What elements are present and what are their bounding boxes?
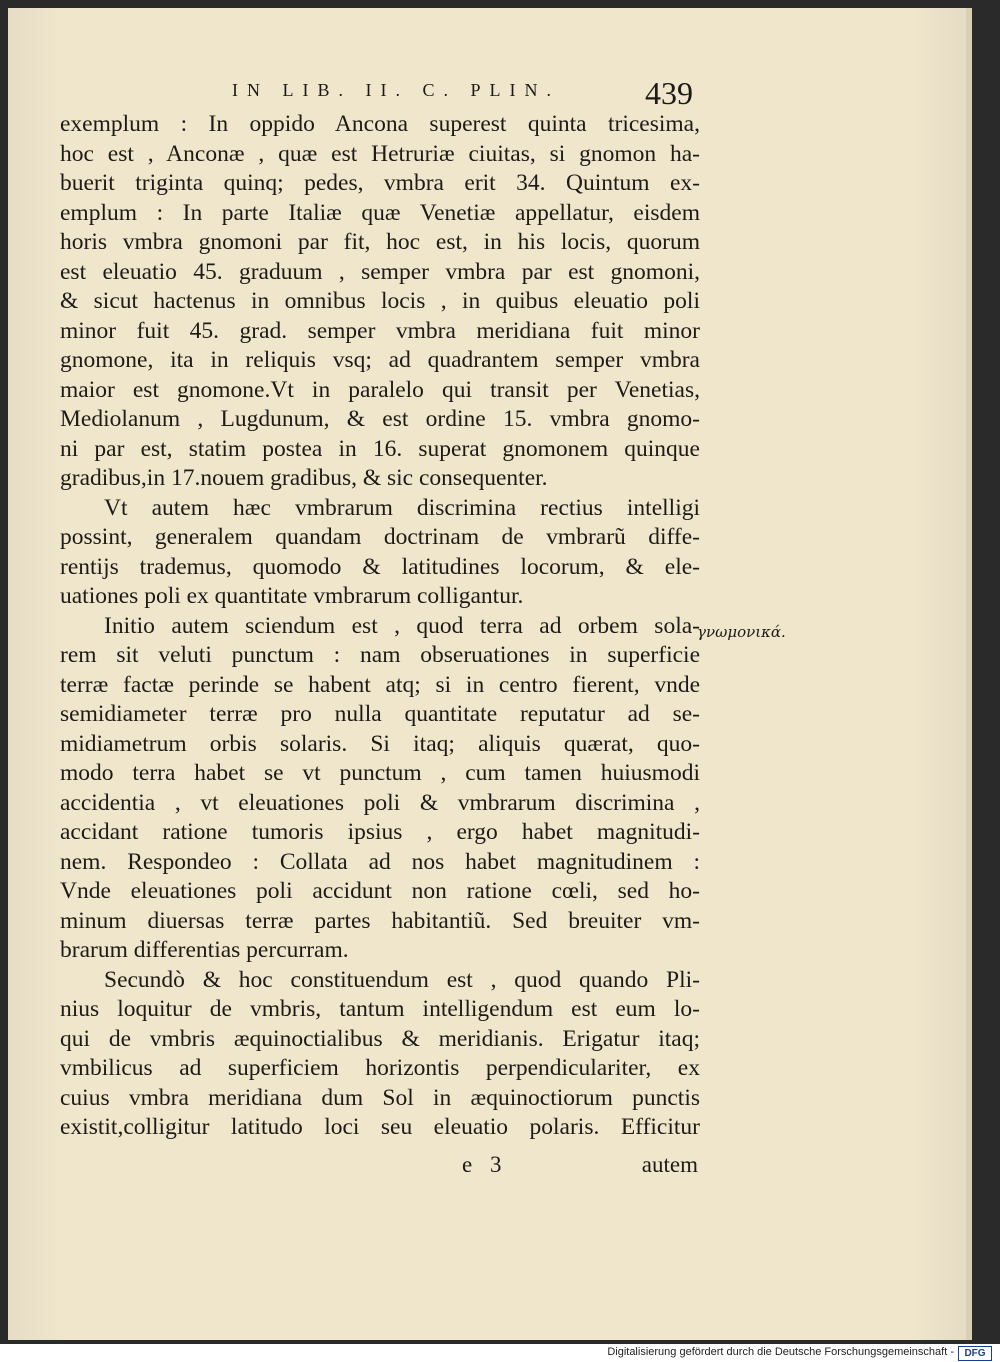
text-line: Secundò & hoc constituendum est , quod quando Pli- xyxy=(104,966,700,993)
text-line: brarum differentias percurram. xyxy=(60,937,349,963)
text-line: hoc est , Anconæ , quæ est Hetruriæ ciuitas, si gnomon ha- xyxy=(60,140,700,167)
text-line: rem sit veluti punctum : nam obseruationes in superficie xyxy=(60,642,700,668)
funding-notice: Digitalisierung gefördert durch die Deutsche Forschungsgemeinschaft - xyxy=(607,1346,954,1358)
page-edge xyxy=(966,8,972,1340)
text-line: horis vmbra gnomoni par fit, hoc est, in his locis, quorum xyxy=(60,229,700,255)
text-line: nem. Respondeo : Collata ad nos habet magnitudinem : xyxy=(60,848,700,875)
page-footer xyxy=(60,1152,700,1180)
text-line: rentijs trademus, quomodo & latitudines locorum, & ele- xyxy=(60,553,700,580)
dfg-logo-icon: DFG xyxy=(958,1346,992,1361)
text-line: Mediolanum , Lugdunum, & est ordine 15. vmbra gnomo- xyxy=(60,406,700,432)
text-line: Vnde eleuationes poli accidunt non ratione cœli, sed ho- xyxy=(60,878,700,904)
text-line: exemplum : In oppido Ancona superest quinta tricesima, xyxy=(60,111,700,137)
text-line: semidiameter terræ pro nulla quantitate reputatur ad se- xyxy=(60,701,700,727)
signature-mark: e 3 xyxy=(462,1152,508,1177)
text-line: gnomone, ita in reliquis vsq; ad quadrantem semper vmbra xyxy=(60,347,700,373)
page-number: 439 xyxy=(645,75,693,111)
text-line: emplum : In parte Italiæ quæ Venetiæ appellatur, eisdem xyxy=(60,199,700,226)
catchword: autem xyxy=(641,1152,698,1177)
text-line: ni par est, statim postea in 16. superat gnomonem quinque xyxy=(60,435,700,462)
text-line: vmbilicus ad superficiem horizontis perpendiculariter, ex xyxy=(60,1055,700,1081)
text-line: terræ factæ perinde se habent atq; si in centro fierent, vnde xyxy=(60,671,700,698)
text-line: minum diuersas terræ partes habitantiũ. Sed breuiter vm- xyxy=(60,907,700,934)
text-line: possint, generalem quandam doctrinam de vmbrarũ diffe- xyxy=(60,524,700,550)
margin-note: γνωμονικά. xyxy=(697,623,786,641)
body-text xyxy=(60,110,700,1143)
text-line: maior est gnomone.Vt in paralelo qui transit per Venetias, xyxy=(60,376,700,403)
text-line: uationes poli ex quantitate vmbrarum colligantur. xyxy=(60,583,524,609)
text-line: & sicut hactenus in omnibus locis , in quibus eleuatio poli xyxy=(60,288,700,314)
text-line: accidant ratione tumoris ipsius , ergo habet magnitudi- xyxy=(60,819,700,845)
dfg-banner xyxy=(0,1344,1000,1362)
text-line: modo terra habet se vt punctum , cum tamen huiusmodi xyxy=(60,760,700,786)
text-line: est eleuatio 45. graduum , semper vmbra par est gnomoni, xyxy=(60,258,700,285)
text-line: buerit triginta quinq; pedes, vmbra erit 34. Quintum ex- xyxy=(60,170,700,196)
text-line: gradibus,in 17.nouem gradibus, & sic consequenter. xyxy=(60,465,548,491)
text-line: cuius vmbra meridiana dum Sol in æquinoctiorum punctis xyxy=(60,1084,700,1111)
text-line: existit,colligitur latitudo loci seu eleuatio polaris. Efficitur xyxy=(60,1114,700,1140)
text-line: accidentia , vt eleuationes poli & vmbrarum discrimina , xyxy=(60,789,700,816)
running-head: IN LIB. II. C. PLIN. xyxy=(232,80,560,100)
text-line: Initio autem sciendum est , quod terra ad orbem sola- xyxy=(104,612,700,639)
text-line: midiametrum orbis solaris. Si itaq; aliquis quærat, quo- xyxy=(60,730,700,757)
text-line: minor fuit 45. grad. semper vmbra meridiana fuit minor xyxy=(60,317,700,344)
text-line: Vt autem hæc vmbrarum discrimina rectius intelligi xyxy=(104,494,700,521)
text-line: qui de vmbris æquinoctialibus & meridianis. Erigatur itaq; xyxy=(60,1025,700,1052)
text-line: nius loquitur de vmbris, tantum intelligendum est eum lo- xyxy=(60,996,700,1022)
